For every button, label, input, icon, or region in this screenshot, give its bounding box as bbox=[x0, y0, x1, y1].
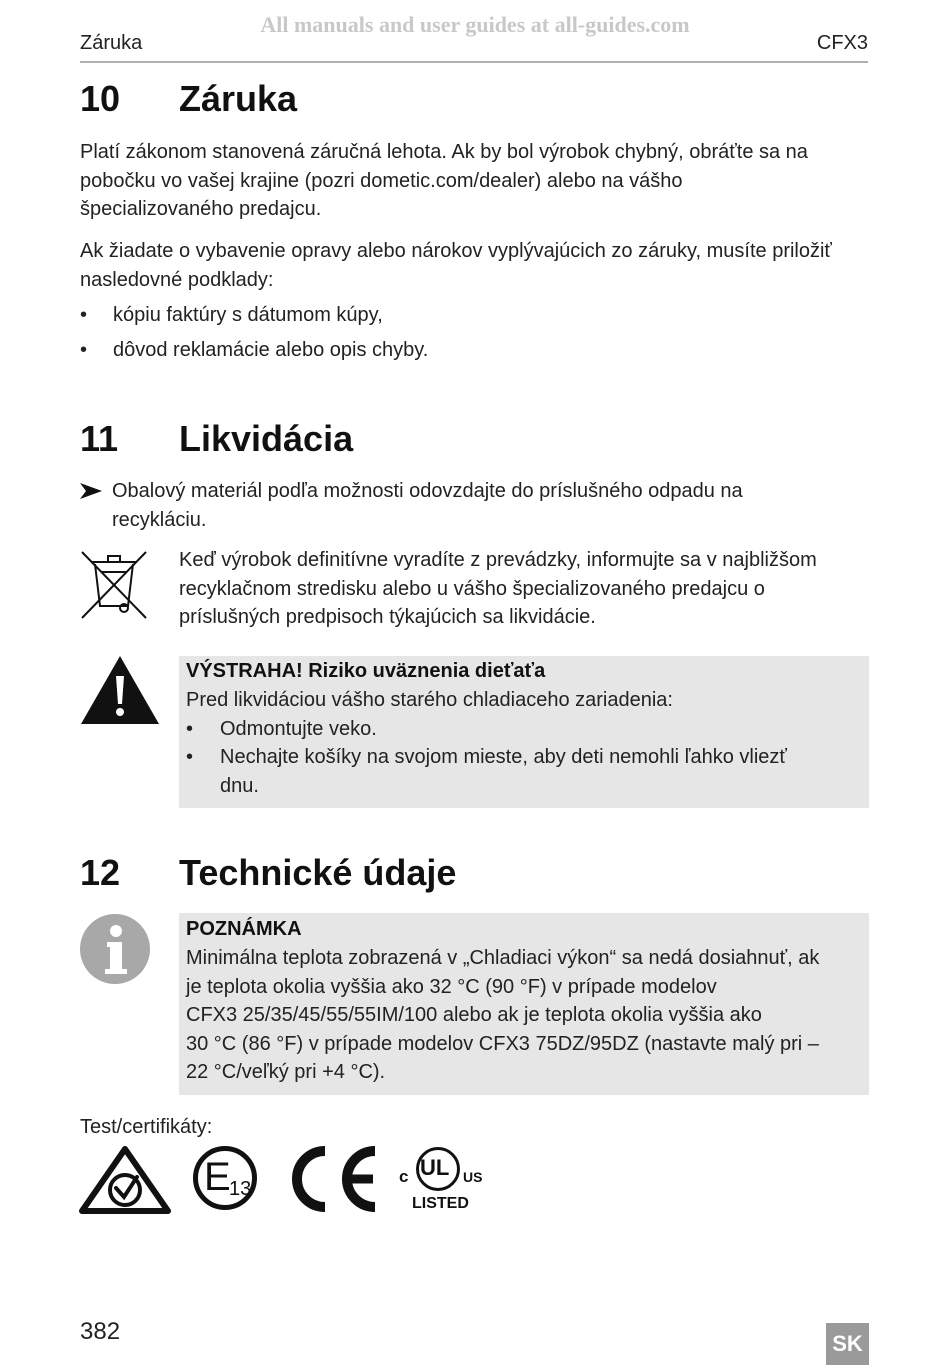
section-10-number: 10 bbox=[80, 78, 121, 119]
rcm-mark-icon bbox=[79, 1146, 171, 1219]
disposal-step: Obalový materiál podľa možnosti odovzdajte do príslušného odpadu na recykláciu. bbox=[112, 480, 743, 531]
ce-mark-icon bbox=[283, 1146, 379, 1217]
language-badge: SK bbox=[826, 1323, 869, 1365]
note-text: Minimálna teplota zobrazená v „Chladiaci výkon“ sa nedá dosiahnuť, ak je teplota okolia vyššia ako 32 °C (90 °F) v prípade modelov CFX3 25/35/45/55/55IM/100 alebo ak je teplota okolia vyššia ako 30 °C (86 °F) v prípade modelov CFX3 75DZ/95DZ (nastavte malý pri – 22 °C/veľký pri +4 °C). bbox=[186, 947, 820, 1083]
e13-mark-icon: E 13 bbox=[193, 1146, 257, 1210]
section-10-title: Záruka bbox=[179, 78, 298, 119]
header-section-title: Záruka bbox=[80, 32, 143, 54]
warning-title: VÝSTRAHA! Riziko uväznenia dieťaťa bbox=[186, 660, 546, 682]
weee-bin-icon bbox=[80, 550, 150, 627]
section-11-title: Likvidácia bbox=[179, 418, 354, 459]
watermark: All manuals and user guides at all-guides.com bbox=[260, 12, 690, 37]
warranty-paragraph-2: Ak žiadate o vybavenie opravy alebo nárokov vyplývajúcich zo záruky, musíte priložiť nasledovné podklady: bbox=[80, 240, 832, 291]
header-rule bbox=[80, 61, 868, 63]
section-12-title: Technické údaje bbox=[179, 852, 457, 893]
warning-intro: Pred likvidáciou vášho starého chladiaceho zariadenia: bbox=[186, 689, 673, 711]
note-title: POZNÁMKA bbox=[186, 918, 302, 940]
cert-label: Test/certifikáty: bbox=[80, 1116, 213, 1138]
section-11-number: 11 bbox=[80, 418, 119, 459]
warning-triangle-icon bbox=[79, 654, 161, 731]
warranty-paragraph-1: Platí zákonom stanovená záručná lehota. Ak by bol výrobok chybný, obráťte sa na pobočku vo vašej krajine (pozri dometic.com/dealer) alebo na vášho špecializovaného predajcu. bbox=[80, 141, 808, 220]
note-box bbox=[179, 913, 869, 1095]
page-number: 382 bbox=[80, 1318, 121, 1345]
ul-listed-icon: UL c US LISTED bbox=[398, 1145, 488, 1217]
section-12-number: 12 bbox=[80, 852, 121, 893]
header-model: CFX3 bbox=[816, 32, 868, 54]
weee-text: Keď výrobok definitívne vyradíte z prevádzky, informujte sa v najbližšom recyklačnom stredisku alebo u vášho špecializovaného predajcu o príslušných predpisoch týkajúcich sa likvidácie. bbox=[179, 549, 817, 628]
warning-box: VÝSTRAHA! Riziko uväznenia dieťaťa Pred likvidáciou vášho starého chladiaceho zariadenia: • Odmontujte veko. • Nechajte košíky na svojom mieste, aby deti nemohli ľahko vliezť dnu. bbox=[179, 656, 869, 808]
arrow-icon bbox=[80, 483, 102, 504]
info-icon bbox=[79, 913, 151, 990]
